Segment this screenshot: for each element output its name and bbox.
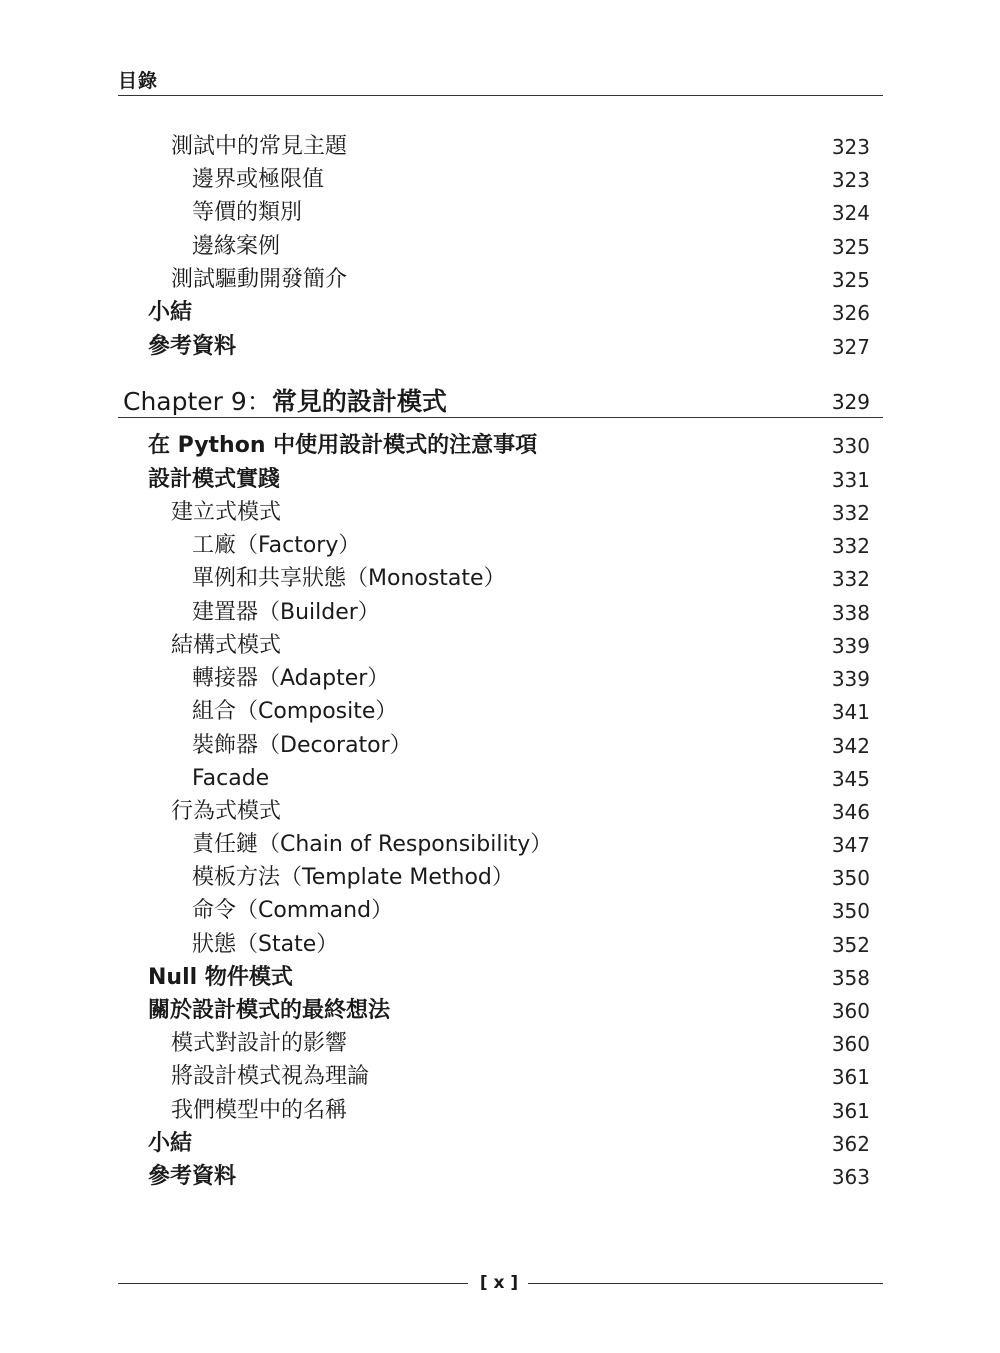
toc-entry-title: 組合（Composite）	[192, 699, 398, 724]
toc-entry[interactable]	[0, 332, 1000, 362]
toc-entry[interactable]	[0, 697, 1000, 727]
toc-entry-title: 邊緣案例	[192, 234, 281, 259]
toc-entry-title: Facade	[192, 766, 270, 791]
toc-entry[interactable]	[0, 531, 1000, 561]
toc-entry-title: 小結	[148, 300, 193, 325]
toc-entry-page: 331	[831, 468, 870, 492]
toc-entry-title: 建置器（Builder）	[192, 600, 380, 625]
toc-chapter-heading[interactable]	[0, 384, 1000, 420]
toc-entry-page: 347	[831, 833, 870, 857]
toc-entry-page: 325	[831, 235, 870, 259]
toc-entry-title: 在 Python 中使用設計模式的注意事項	[148, 433, 538, 458]
toc-entry[interactable]	[0, 298, 1000, 328]
toc-entry-page: 361	[831, 1065, 870, 1089]
toc-entry-page: 350	[831, 866, 870, 890]
toc-entry-title: 參考資料	[148, 1164, 237, 1189]
toc-entry-page: 342	[831, 734, 870, 758]
toc-entry-title: 我們模型中的名稱	[171, 1098, 348, 1123]
toc-entry-page: 339	[831, 667, 870, 691]
toc-entry-page: 360	[831, 999, 870, 1023]
toc-entry[interactable]	[0, 731, 1000, 761]
toc-entry-page: 323	[831, 135, 870, 159]
toc-entry-page: 346	[831, 800, 870, 824]
toc-entry-title: 將設計模式視為理論	[171, 1064, 370, 1089]
toc-entry-title: 結構式模式	[171, 633, 282, 658]
page-folio: [ x ]	[479, 1273, 519, 1293]
chapter-label: Chapter 9：	[123, 387, 272, 416]
toc-entry[interactable]	[0, 1029, 1000, 1059]
toc-entry[interactable]	[0, 198, 1000, 228]
toc-entry-title: 單例和共享狀態（Monostate）	[192, 566, 506, 591]
toc-entry-page: 363	[831, 1165, 870, 1189]
toc-entry-title: 小結	[148, 1131, 193, 1156]
running-head-title: 目錄	[118, 70, 159, 92]
toc-entry-page: 345	[831, 767, 870, 791]
toc-entry-page: 361	[831, 1099, 870, 1123]
toc-entry-page: 324	[831, 201, 870, 225]
toc-entry[interactable]	[0, 896, 1000, 926]
toc-entry-title: 命令（Command）	[192, 898, 394, 923]
toc-entry-title: 等價的類別	[192, 200, 303, 225]
toc-entry-page: 332	[831, 567, 870, 591]
header-divider	[118, 95, 883, 96]
toc-entry-page: 339	[831, 634, 870, 658]
chapter-title	[123, 384, 447, 420]
toc-entry-title: 測試驅動開發簡介	[171, 267, 348, 292]
toc-entry-page: 326	[831, 301, 870, 325]
toc-entry[interactable]	[0, 498, 1000, 528]
toc-entry-title: 責任鏈（Chain of Responsibility）	[192, 832, 553, 857]
toc-entry-page: 323	[831, 168, 870, 192]
toc-entry-title: 模板方法（Template Method）	[192, 865, 514, 890]
toc-entry[interactable]	[0, 1062, 1000, 1092]
toc-entry[interactable]	[0, 963, 1000, 993]
toc-entry-page: 358	[831, 966, 870, 990]
toc-entry-title: 行為式模式	[171, 799, 282, 824]
chapter-page: 329	[831, 390, 870, 414]
toc-entry-page: 332	[831, 534, 870, 558]
toc-entry[interactable]	[0, 631, 1000, 661]
toc-entry[interactable]	[0, 1096, 1000, 1126]
toc-entry[interactable]	[0, 265, 1000, 295]
toc-entry-title: 轉接器（Adapter）	[192, 666, 390, 691]
toc-entry[interactable]	[0, 797, 1000, 827]
footer-divider-left	[118, 1283, 468, 1284]
toc-entry-title: 邊界或極限值	[192, 167, 325, 192]
toc-entry[interactable]	[0, 598, 1000, 628]
toc-entry-title: 工廠（Factory）	[192, 533, 361, 558]
toc-entry-page: 360	[831, 1032, 870, 1056]
toc-entry[interactable]	[0, 764, 1000, 794]
toc-entry[interactable]	[0, 996, 1000, 1026]
toc-entry-page: 325	[831, 268, 870, 292]
toc-entry-title: Null 物件模式	[148, 965, 293, 990]
toc-entry[interactable]	[0, 863, 1000, 893]
toc-entry[interactable]	[0, 232, 1000, 262]
toc-entry[interactable]	[0, 930, 1000, 960]
toc-entry-title: 模式對設計的影響	[171, 1031, 348, 1056]
footer-divider-right	[528, 1283, 883, 1284]
toc-entry-title: 測試中的常見主題	[171, 134, 348, 159]
toc-entry-page: 350	[831, 899, 870, 923]
toc-entry[interactable]	[0, 564, 1000, 594]
toc-entry-title: 裝飾器（Decorator）	[192, 733, 412, 758]
toc-entry[interactable]	[0, 465, 1000, 495]
toc-entry[interactable]	[0, 165, 1000, 195]
toc-entry-page: 338	[831, 601, 870, 625]
toc-entry-title: 參考資料	[148, 334, 237, 359]
toc-entry-title: 建立式模式	[171, 500, 282, 525]
toc-entry-title: 設計模式實踐	[148, 467, 281, 492]
toc-entry-page: 341	[831, 700, 870, 724]
toc-entry-title: 狀態（State）	[192, 932, 339, 957]
toc-entry[interactable]	[0, 1162, 1000, 1192]
toc-entry-page: 332	[831, 501, 870, 525]
toc-entry[interactable]	[0, 830, 1000, 860]
toc-entry[interactable]	[0, 1129, 1000, 1159]
toc-entry[interactable]	[0, 431, 1000, 461]
toc-entry-page: 362	[831, 1132, 870, 1156]
toc-entry-page: 352	[831, 933, 870, 957]
chapter-divider	[118, 417, 883, 418]
toc-entry[interactable]	[0, 132, 1000, 162]
toc-entry-page: 327	[831, 335, 870, 359]
toc-entry-title: 關於設計模式的最終想法	[148, 998, 391, 1023]
toc-entry-page: 330	[831, 434, 870, 458]
chapter-name: 常見的設計模式	[271, 387, 447, 416]
toc-entry[interactable]	[0, 664, 1000, 694]
